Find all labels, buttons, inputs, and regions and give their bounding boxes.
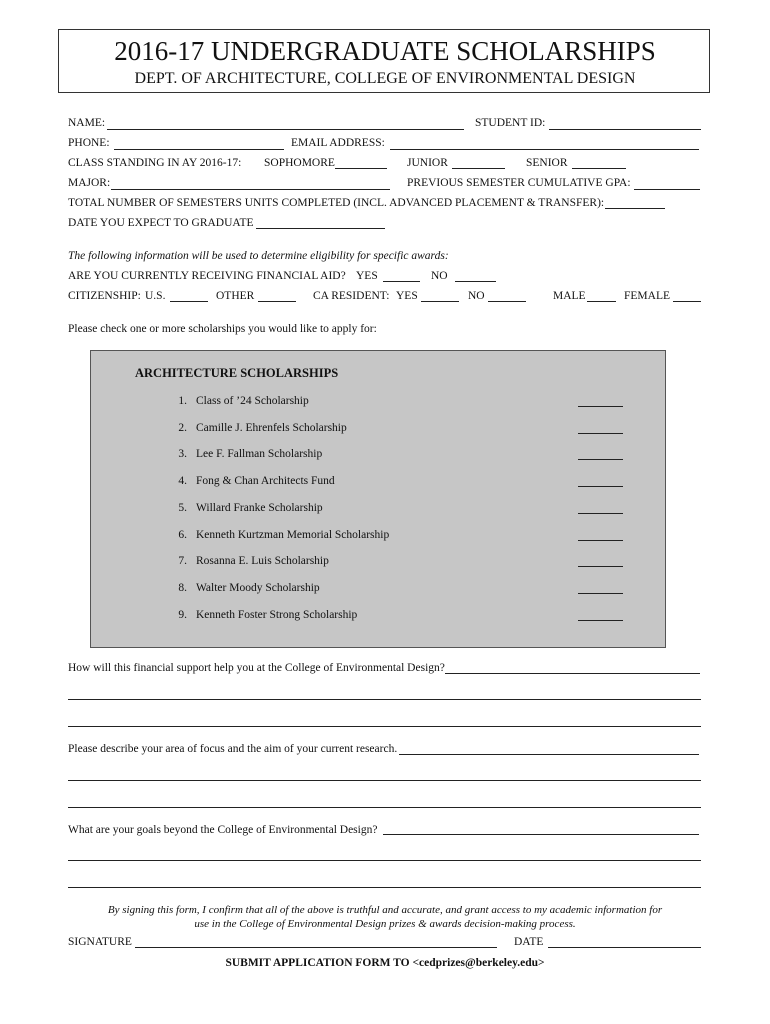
scholarship-check-field[interactable] (578, 593, 623, 594)
female-label: FEMALE (624, 290, 670, 302)
question-research-focus: Please describe your area of focus and the aim of your current research. (68, 743, 398, 755)
scholarship-name: Fong & Chan Architects Fund (196, 475, 335, 487)
scholarship-check-field[interactable] (578, 566, 623, 567)
signature-label: SIGNATURE (68, 936, 132, 948)
scholarship-number: 1. (178, 395, 187, 407)
answer-goals-line[interactable] (68, 887, 701, 888)
student-id-label: STUDENT ID: (475, 117, 546, 129)
financial-aid-label: ARE YOU CURRENTLY RECEIVING FINANCIAL AID? (68, 270, 346, 282)
name-field[interactable] (107, 129, 464, 130)
financial-aid-yes-field[interactable] (383, 281, 420, 282)
senior-field[interactable] (572, 168, 626, 169)
date-field[interactable] (548, 947, 701, 948)
page-title: 2016-17 UNDERGRADUATE SCHOLARSHIPS (114, 36, 656, 66)
sophomore-field[interactable] (335, 168, 387, 169)
scholarship-number: 9. (178, 609, 187, 621)
page-subtitle: DEPT. OF ARCHITECTURE, COLLEGE OF ENVIRONMENTAL DESIGN (134, 70, 636, 87)
grad-date-field[interactable] (256, 228, 385, 229)
citizenship-other-label: OTHER (216, 290, 255, 302)
financial-aid-yes-label: YES (356, 270, 378, 282)
title-box (58, 29, 710, 93)
grad-date-label: DATE YOU EXPECT TO GRADUATE (68, 217, 254, 229)
citizenship-other-field[interactable] (258, 301, 296, 302)
citizenship-us-field[interactable] (170, 301, 208, 302)
units-label: TOTAL NUMBER OF SEMESTERS UNITS COMPLETED (INCL. ADVANCED PLACEMENT & TRANSFER): (68, 197, 605, 209)
scholarship-name: Camille J. Ehrenfels Scholarship (196, 422, 347, 434)
answer-goals-line[interactable] (383, 834, 699, 835)
junior-label: JUNIOR (407, 157, 448, 169)
question-financial-support: How will this financial support help you at the College of Environmental Design? (68, 662, 445, 674)
scholarship-name: Lee F. Fallman Scholarship (196, 448, 323, 460)
certification-line-1: By signing this form, I confirm that all of the above is truthful and accurate, and grant access to my academic information for (107, 904, 663, 916)
answer-goals-line[interactable] (68, 860, 701, 861)
male-label: MALE (553, 290, 586, 302)
ca-resident-no-field[interactable] (488, 301, 526, 302)
junior-field[interactable] (452, 168, 505, 169)
financial-aid-no-field[interactable] (455, 281, 496, 282)
senior-label: SENIOR (526, 157, 568, 169)
answer-research-focus-line[interactable] (68, 780, 701, 781)
scholarship-check-field[interactable] (578, 486, 623, 487)
ca-resident-yes-label: YES (396, 290, 418, 302)
phone-label: PHONE: (68, 137, 110, 149)
scholarship-number: 7. (178, 555, 187, 567)
eligibility-note: The following information will be used to determine eligibility for specific awards: (68, 250, 449, 262)
scholarship-name: Kenneth Foster Strong Scholarship (196, 609, 358, 621)
scholarship-name: Rosanna E. Luis Scholarship (196, 555, 329, 567)
email-field[interactable] (390, 149, 699, 150)
answer-research-focus-line[interactable] (68, 807, 701, 808)
scholarship-name: Kenneth Kurtzman Memorial Scholarship (196, 529, 390, 541)
signature-field[interactable] (135, 947, 497, 948)
scholarship-box (90, 350, 666, 648)
scholarship-heading: ARCHITECTURE SCHOLARSHIPS (135, 366, 339, 380)
answer-research-focus-line[interactable] (399, 754, 699, 755)
scholarship-name: Willard Franke Scholarship (196, 502, 323, 514)
scholarship-number: 2. (178, 422, 187, 434)
financial-aid-no-label: NO (431, 270, 448, 282)
answer-financial-support-line[interactable] (445, 673, 700, 674)
units-field[interactable] (605, 208, 665, 209)
scholarship-check-field[interactable] (578, 513, 623, 514)
email-label: EMAIL ADDRESS: (291, 137, 385, 149)
certification-line-2: use in the College of Environmental Design prizes & awards decision-making process. (194, 918, 576, 930)
scholarship-check-field[interactable] (578, 459, 623, 460)
submit-instructions: SUBMIT APPLICATION FORM TO <cedprizes@berkeley.edu> (225, 957, 545, 969)
male-field[interactable] (587, 301, 616, 302)
scholarship-number: 5. (178, 502, 187, 514)
answer-financial-support-line[interactable] (68, 699, 701, 700)
scholarship-check-field[interactable] (578, 620, 623, 621)
scholarship-name: Class of ’24 Scholarship (196, 395, 309, 407)
student-id-field[interactable] (549, 129, 701, 130)
scholarship-check-field[interactable] (578, 433, 623, 434)
scholarship-name: Walter Moody Scholarship (196, 582, 320, 594)
major-label: MAJOR: (68, 177, 111, 189)
scholarship-number: 4. (178, 475, 187, 487)
scholarship-prompt: Please check one or more scholarships you would like to apply for: (68, 323, 377, 335)
sophomore-label: SOPHOMORE (264, 157, 335, 169)
scholarship-check-field[interactable] (578, 406, 623, 407)
scholarship-number: 3. (178, 448, 187, 460)
scholarship-number: 6. (178, 529, 187, 541)
prev-gpa-label: PREVIOUS SEMESTER CUMULATIVE GPA: (407, 177, 631, 189)
answer-financial-support-line[interactable] (68, 726, 701, 727)
scholarship-number: 8. (178, 582, 187, 594)
class-standing-label: CLASS STANDING IN AY 2016-17: (68, 157, 242, 169)
ca-resident-yes-field[interactable] (421, 301, 459, 302)
ca-resident-no-label: NO (468, 290, 485, 302)
prev-gpa-field[interactable] (634, 189, 700, 190)
date-label: DATE (514, 936, 544, 948)
ca-resident-label: CA RESIDENT: (313, 290, 390, 302)
female-field[interactable] (673, 301, 701, 302)
name-label: NAME: (68, 117, 106, 129)
citizenship-label: CITIZENSHIP: (68, 290, 141, 302)
scholarship-check-field[interactable] (578, 540, 623, 541)
phone-field[interactable] (114, 149, 284, 150)
citizenship-us-label: U.S. (145, 290, 166, 302)
major-field[interactable] (111, 189, 390, 190)
question-goals: What are your goals beyond the College of Environmental Design? (68, 824, 378, 836)
